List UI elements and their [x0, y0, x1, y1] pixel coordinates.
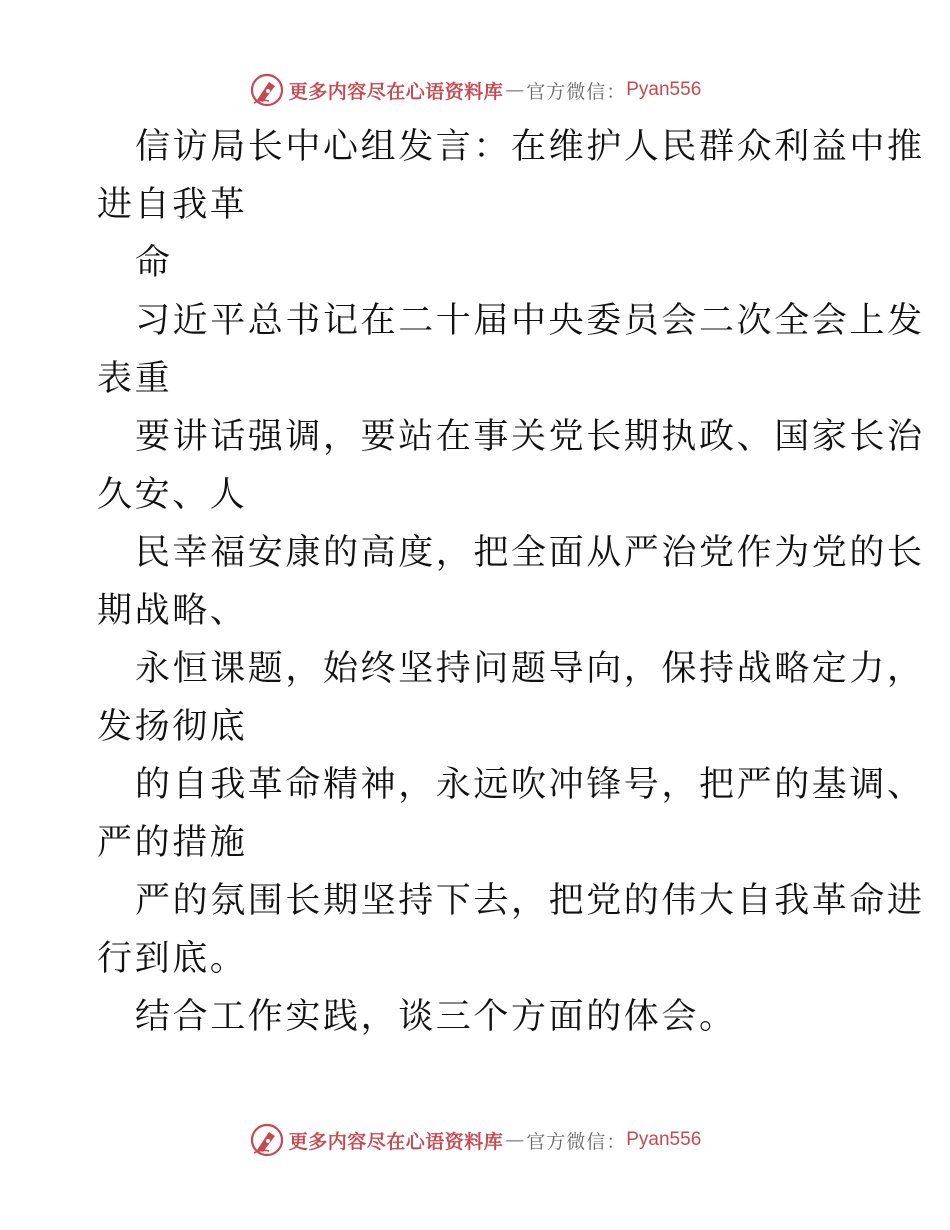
text-line: 行到底。 — [97, 939, 248, 979]
banner-separator: — — [505, 79, 525, 101]
text-line: 永恒课题，始终坚持问题导向，保持战略定力， — [135, 649, 925, 689]
text-line: 要讲话强调，要站在事关党长期执政、国家长治 — [135, 417, 925, 457]
text-line: 发扬彻底 — [97, 707, 248, 747]
banner-wechat-id: Pyan556 — [626, 1129, 702, 1150]
text-line: 严的措施 — [97, 823, 248, 863]
text-line: 的自我革命精神，永远吹冲锋号，把严的基调、 — [135, 765, 925, 805]
text-line: 结合工作实践，谈三个方面的体会。 — [135, 997, 737, 1037]
pen-nib-logo-icon — [249, 1122, 285, 1158]
text-line: 习近平总书记在二十届中央委员会二次全会上发 — [135, 301, 925, 341]
text-line: 严的氛围长期坚持下去，把党的伟大自我革命进 — [135, 881, 925, 921]
text-line: 期战略、 — [97, 591, 248, 631]
text-line: 久安、人 — [97, 475, 248, 515]
document-body — [97, 118, 925, 1046]
banner-separator: — — [505, 1129, 525, 1151]
header-banner — [0, 70, 950, 110]
banner-title: 更多内容尽在心语资料库 — [288, 1130, 504, 1153]
banner-title: 更多内容尽在心语资料库 — [288, 80, 504, 103]
footer-banner — [0, 1120, 950, 1160]
banner-wechat-id: Pyan556 — [626, 79, 702, 100]
text-line: 表重 — [97, 359, 173, 399]
banner-wechat-label: 官方微信： — [526, 1130, 627, 1153]
text-line: 信访局长中心组发言：在维护人民群众利益中推 — [135, 127, 925, 167]
banner-wechat-label: 官方微信： — [526, 80, 627, 103]
text-line: 进自我革 — [97, 185, 248, 225]
pen-nib-logo-icon — [249, 72, 285, 108]
text-line: 命 — [135, 243, 173, 283]
text-line: 民幸福安康的高度，把全面从严治党作为党的长 — [135, 533, 925, 573]
